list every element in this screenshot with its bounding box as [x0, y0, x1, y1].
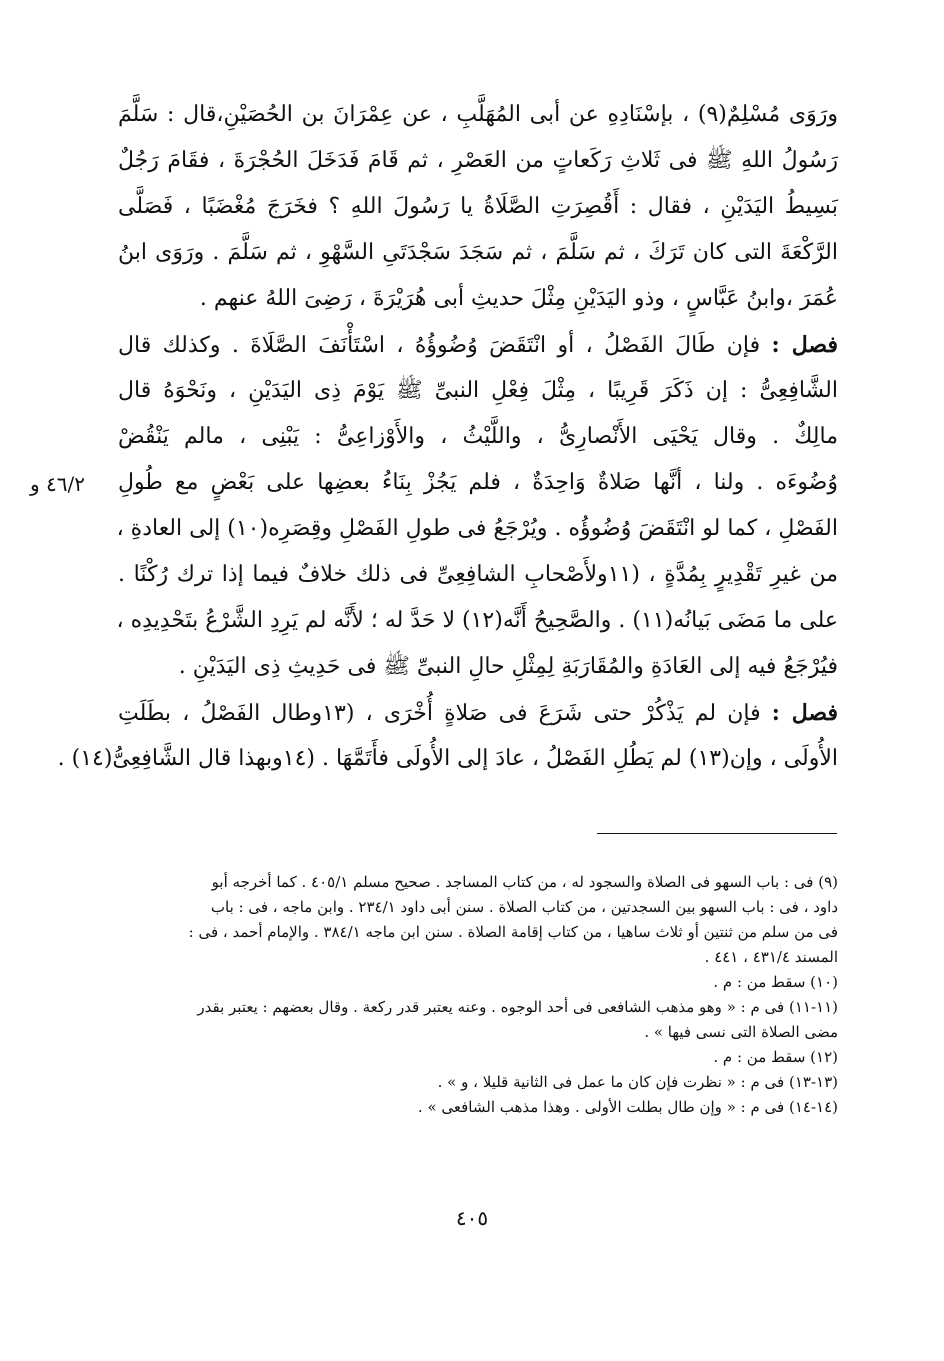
- text-line: [118, 552, 838, 598]
- text-line-content: مالِكٌ . وقال يَحْيَى الأَنْصارِىُّ ، واللَّيْثُ ، والأَوْزاعِىُّ : يَبْنِى ، مالم يَنْقُضْ: [118, 424, 838, 449]
- text-line-content: رَسُولُ اللهِ ﷺ فى ثَلاثِ رَكَعاتٍ من العَصْرِ ، ثم قَامَ فَدَخَلَ الحُجْرَةَ ، فقَامَ رَجُلٌ: [118, 148, 838, 173]
- text-line-content: من غيرِ تَقْدِيرٍ بِمُدَّةٍ ، (١١ولأَصْحابِ الشافِعِىِّ فى ذلك خلافٌ فيما إذا ترك رُكْنًا .: [118, 562, 838, 587]
- text-line-content: فإن طَالَ الفَصْلُ ، أو انْتَقَضَ وُضُوؤُهُ ، اسْتَأْنَفَ الصَّلَاةَ . وكذلك قال: [118, 333, 761, 358]
- text-line: [118, 138, 838, 184]
- text-line: [118, 460, 838, 506]
- section-label: فصل :: [771, 332, 838, 358]
- text-line: [118, 414, 838, 460]
- text-line-content: ورَوَى مُسْلِمٌ(٩) ، بإسْنَادِهِ عن أبى المُهَلَّبِ ، عن عِمْرَانَ بن الحُصَيْنِ،قال : سَلَّمَ: [118, 102, 838, 127]
- footnote-line: (١٤-١٤) فى م : « وإن طال بطلت الأولى . وهذا مذهب الشافعى » .: [417, 1098, 838, 1116]
- text-line-content: على ما مَضَى بَيانُه(١١) . والصَّحِيحُ أَنَّه(١٢) لا حَدَّ له ؛ لأَنَّه لم يَرِدِ الشَّرْعُ بتَحْدِيدِه ،: [116, 608, 838, 633]
- footnote-separator: [597, 833, 837, 834]
- text-line-content: الشَّافِعِىُّ : إن ذَكَرَ قَرِيبًا ، مِثْلَ فِعْلِ النبىِّ ﷺ يَوْمَ ذِى اليَدَيْنِ ، ونَحْوَهُ قال: [118, 378, 838, 403]
- text-line-content: الفَصْلِ ، كما لو انْتَقَضَ وُضُوؤُه . ويُرْجَعُ فى طولِ الفَصْلِ وقِصَرِه(١٠) إلى العادةِ ،: [116, 516, 838, 541]
- text-line-content: عُمَرَ ،وابنُ عَبَّاسٍ ، وذو اليَدَيْنِ مِثْلَ حديثِ أبى هُرَيْرَةَ ، رَضِىَ اللهُ عنهم .: [199, 286, 838, 311]
- text-line: [118, 368, 838, 414]
- footnote-line: (١٢) سقط من : م .: [713, 1048, 838, 1066]
- footnote-line: داود ، فى : باب السهو بين السجدتين ، من كتاب الصلاة . سنن أبى داود ٢٣٤/١ . وابن ماجه ، فى : باب: [210, 898, 838, 916]
- footnote-line: (١٠) سقط من : م .: [713, 973, 838, 991]
- text-line-content: الرَّكْعَةَ التى كان تَرَكَ ، ثم سَلَّمَ ، ثم سَجَدَ سَجْدَتَىِ السَّهْوِ ، ثم سَلَّمَ . ورَوَى ابنُ: [118, 240, 839, 265]
- footnote-line: مضى الصلاة التى نسى فيها » .: [644, 1023, 838, 1041]
- section-label: فصل :: [771, 700, 838, 726]
- text-line-content: بَسِيطُ اليَدَيْنِ ، فقال : أَقُصِرَتِ الصَّلَاةُ يا رَسُولَ اللهِ ؟ فخَرَجَ مُغْضَبًا ، فَصَلَّى: [118, 194, 838, 219]
- text-line: [118, 506, 838, 552]
- footnote-line: (١٣-١٣) فى م : « نظرت فإن كان ما عمل فى الثانية قليلا ، و » .: [437, 1073, 838, 1091]
- text-line-content: وُضُوءَه . ولنا ، أنَّها صَلاةٌ وَاحِدَةٌ ، فلم يَجُزْ بِنَاءُ بعضِها على بَعْضٍ مع طُولِ: [118, 470, 838, 495]
- page-number: ٤٠٥: [455, 1206, 489, 1230]
- text-line-content: فيُرْجَعُ فيه إلى العَادَةِ والمُقَارَبَةِ لِمِثْلِ حالِ النبىِّ ﷺ فى حَدِيثِ ذِى اليَدَيْنِ .: [178, 654, 838, 679]
- text-line: [118, 644, 838, 690]
- footnote-line: المسند ٤٣١/٤ ، ٤٤١ .: [704, 948, 838, 966]
- text-line: [118, 598, 838, 644]
- footnote-line: (٩) فى : باب السهو فى الصلاة والسجود له ، من كتاب المساجد . صحيح مسلم ٤٠٥/١ . كما أخرجه أبو: [211, 873, 838, 891]
- footnote-line: فى من سلم من ثنتين أو ثلاث ساهيا ، من كتاب إقامة الصلاة . سنن ابن ماجه ٣٨٤/١ . والإمام أحمد ، فى :: [188, 923, 838, 941]
- text-line: [118, 690, 838, 736]
- footnote-line: (١١-١١) فى م : « وهو مذهب الشافعى فى أحد الوجوه . وعنه يعتبر قدر ركعة . وقال بعضهم : يعتبر بقدر: [197, 998, 838, 1016]
- footnotes: [118, 870, 838, 1120]
- text-line-content: الأُولَى ، وإن(١٣) لم يَطُلِ الفَصْلُ ، عادَ إلى الأُولَى فأَتَمَّهَا . (١٤وبهذا قال الشَّافِعِىُّ(١٤) .: [57, 746, 838, 771]
- manuscript-folio-note: ٤٦/٢ و: [30, 472, 85, 496]
- text-line: [57, 736, 838, 782]
- text-line: [118, 276, 838, 322]
- text-line: [118, 184, 838, 230]
- text-line: [118, 92, 838, 138]
- text-line-content: فإن لم يَذْكُرْ حتى شَرَعَ فى صَلاةٍ أُخْرَى ، (١٣وطال الفَصْلُ ، بطَلَتِ: [118, 701, 761, 726]
- text-line: [118, 322, 838, 368]
- text-line: [118, 230, 838, 276]
